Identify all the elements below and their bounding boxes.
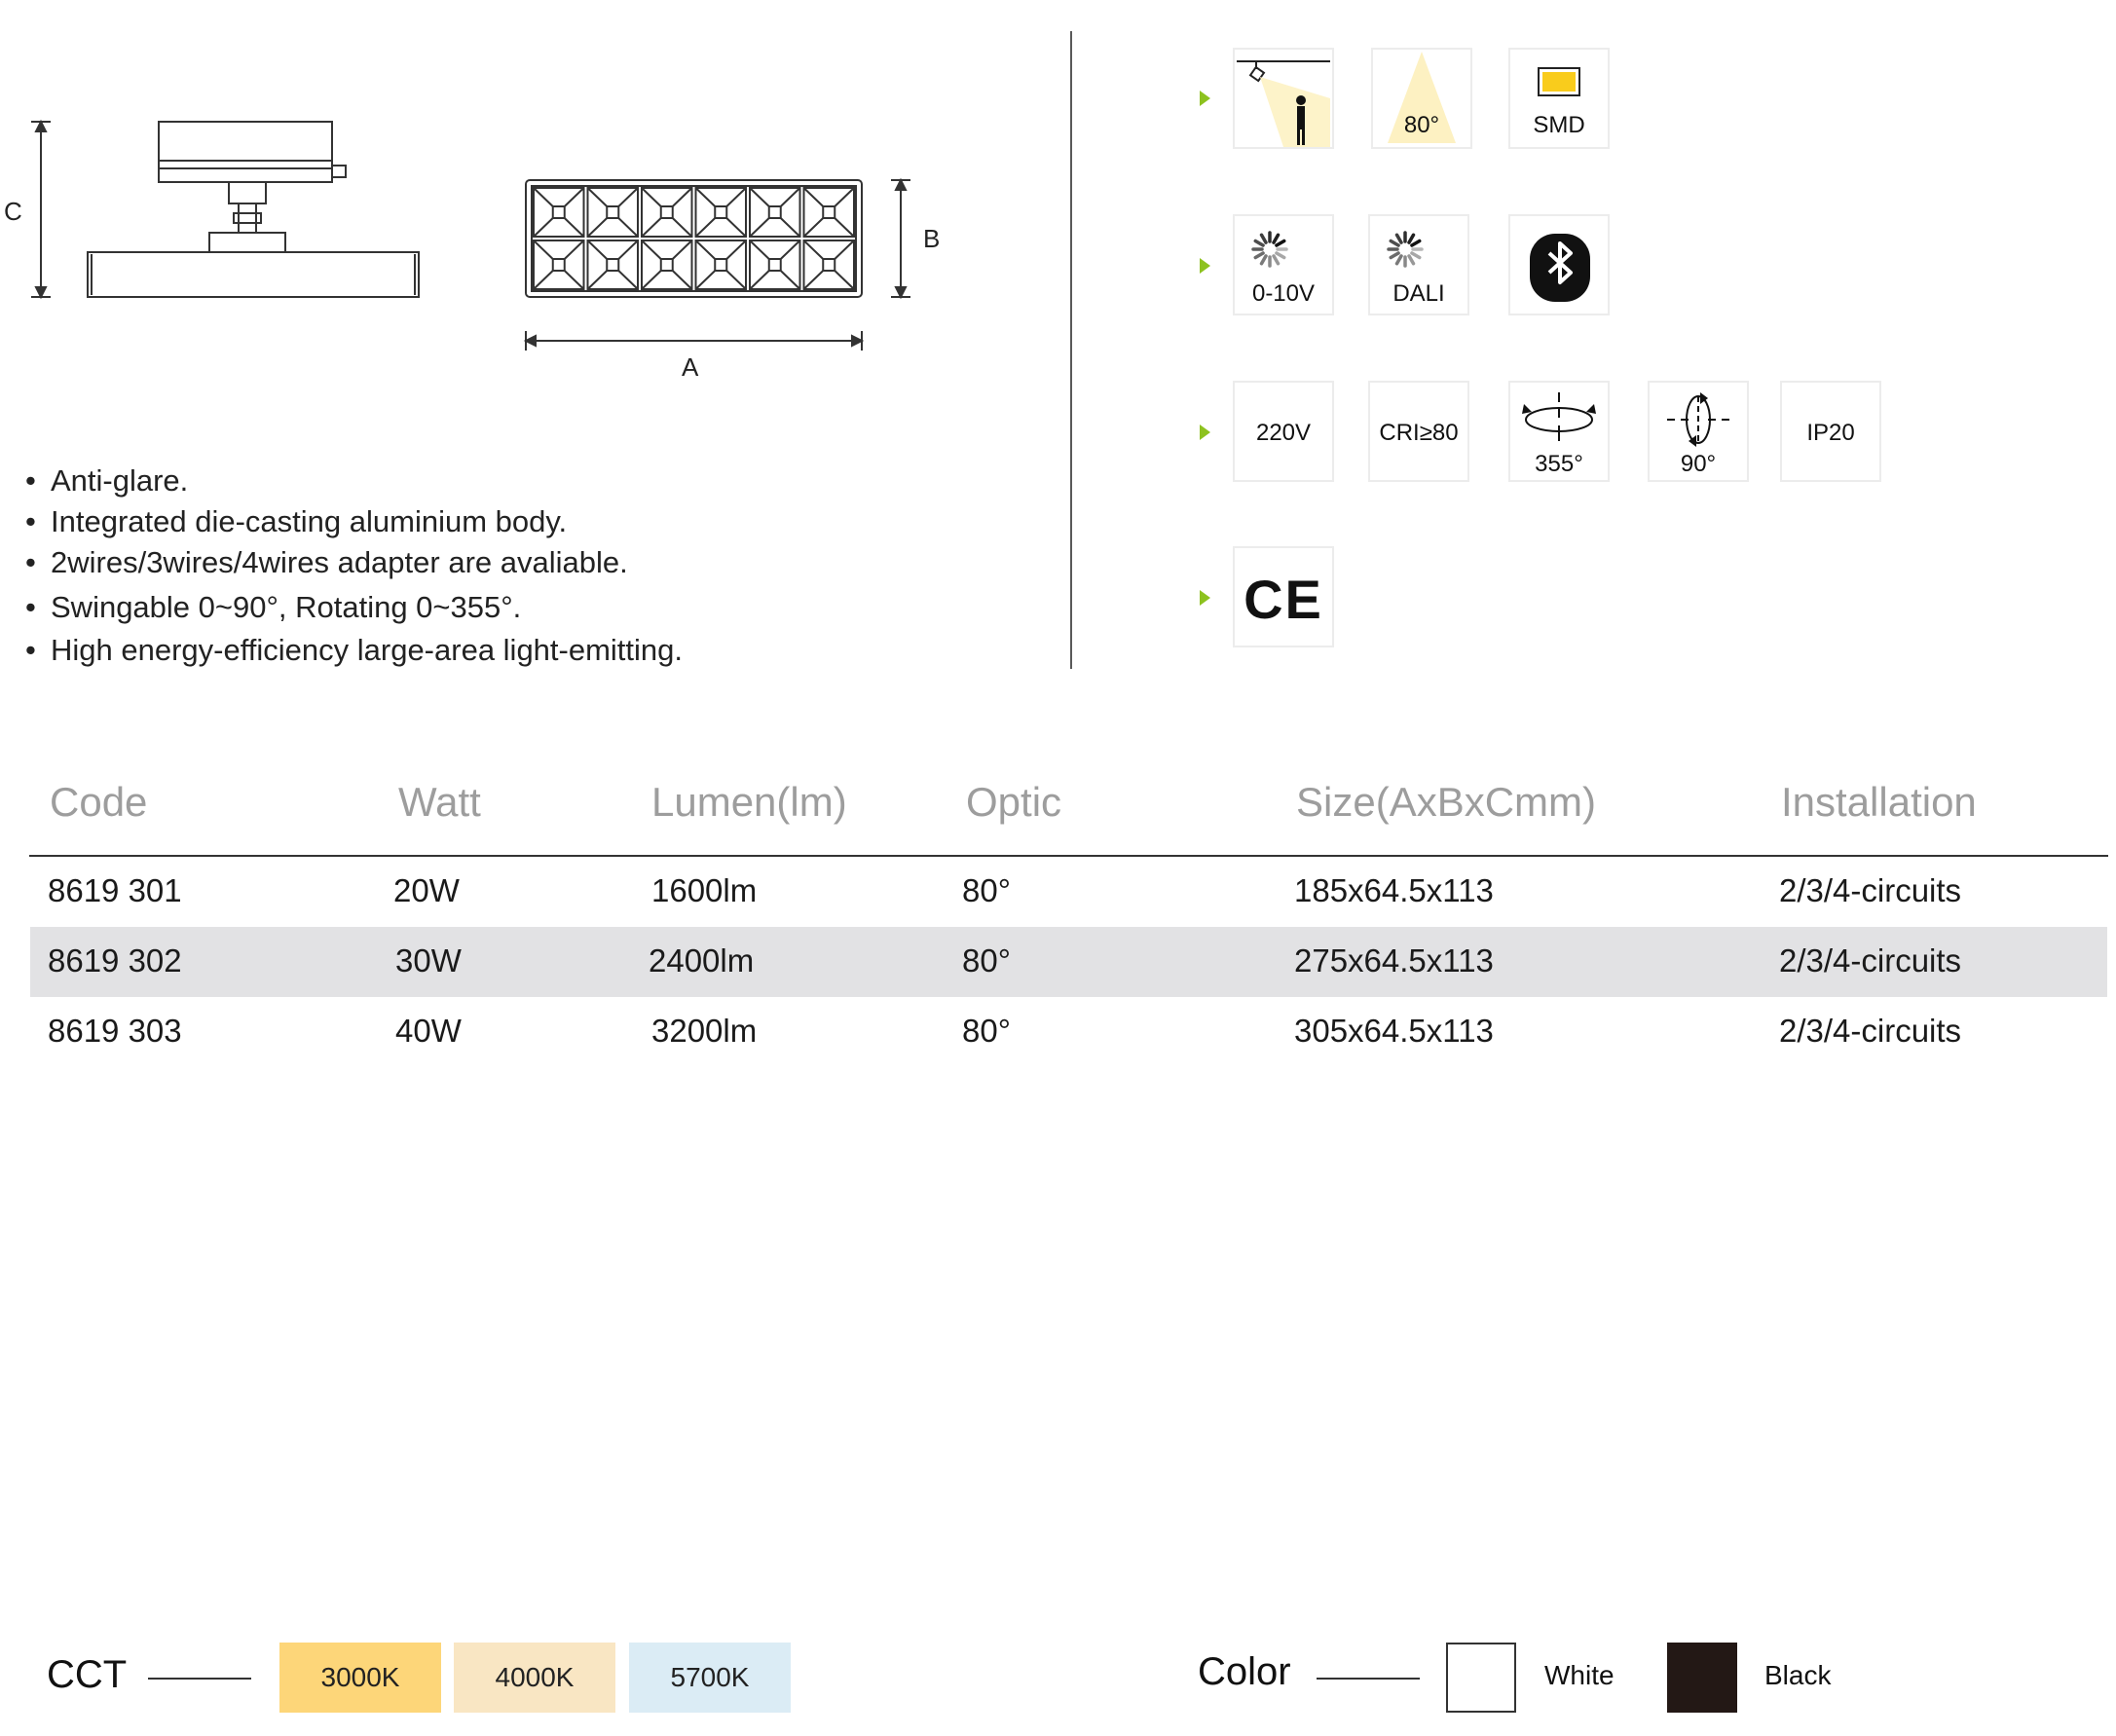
cct-swatch-3000k: 3000K: [279, 1643, 441, 1713]
ip-rating-icon: IP20: [1780, 381, 1881, 482]
cct-swatch-4000k: 4000K: [454, 1643, 615, 1713]
divider: [1070, 31, 1072, 669]
dimmer-010v-icon: 0-10V: [1233, 214, 1334, 315]
table-row: 8619 303 40W 3200lm 80° 305x64.5x113 2/3/4-circuits: [48, 1013, 1962, 1049]
color-label-black: Black: [1764, 1660, 1832, 1690]
dimension-b-label: B: [923, 224, 941, 253]
header-installation: Installation: [1781, 779, 1977, 825]
table-row: 8619 302 30W 2400lm 80° 275x64.5x113 2/3/4-circuits: [30, 927, 2107, 997]
ce-mark-icon: CE: [1233, 546, 1334, 647]
header-optic: Optic: [966, 779, 1062, 825]
dimmer-dali-icon: DALI: [1368, 214, 1469, 315]
cct-rule: [148, 1678, 251, 1680]
header-lumen: Lumen(lm): [651, 779, 847, 825]
bluetooth-icon: [1508, 214, 1610, 315]
feature-item: • Swingable 0~90°, Rotating 0~355°.: [25, 590, 522, 624]
voltage-icon: 220V: [1233, 381, 1334, 482]
header-watt: Watt: [398, 779, 481, 825]
dimension-a-label: A: [682, 352, 699, 382]
side-view-drawing: [29, 112, 438, 307]
chevron-right-icon: [1200, 258, 1210, 274]
chevron-right-icon: [1200, 425, 1210, 440]
chevron-right-icon: [1200, 590, 1210, 606]
chevron-right-icon: [1200, 91, 1210, 106]
dimension-c-label: C: [4, 197, 22, 226]
cri-icon: CRI≥80: [1368, 381, 1469, 482]
color-rule: [1317, 1678, 1420, 1680]
feature-item: • Anti-glare.: [25, 463, 189, 498]
rotate-icon: 355°: [1508, 381, 1610, 482]
header-size: Size(AxBxCmm): [1296, 779, 1597, 825]
color-label-white: White: [1544, 1660, 1615, 1690]
spot-application-icon: [1233, 48, 1334, 149]
cct-title: CCT: [47, 1653, 128, 1696]
smd-chip-icon: SMD: [1508, 48, 1610, 149]
tilt-icon: 90°: [1648, 381, 1749, 482]
feature-item: • High energy-efficiency large-area light-emitting.: [25, 633, 684, 667]
front-view-drawing: [521, 170, 949, 355]
header-code: Code: [50, 779, 148, 825]
cct-swatch-5700k: 5700K: [629, 1643, 791, 1713]
feature-item: • Integrated die-casting aluminium body.: [25, 504, 568, 538]
color-swatch-white: [1446, 1643, 1516, 1713]
beam-angle-icon: 80°: [1371, 48, 1472, 149]
feature-item: • 2wires/3wires/4wires adapter are avaliable.: [25, 545, 628, 579]
color-swatch-black: [1667, 1643, 1737, 1713]
table-row: 8619 301 20W 1600lm 80° 185x64.5x113 2/3/4-circuits: [48, 872, 1962, 908]
color-title: Color: [1198, 1650, 1291, 1693]
